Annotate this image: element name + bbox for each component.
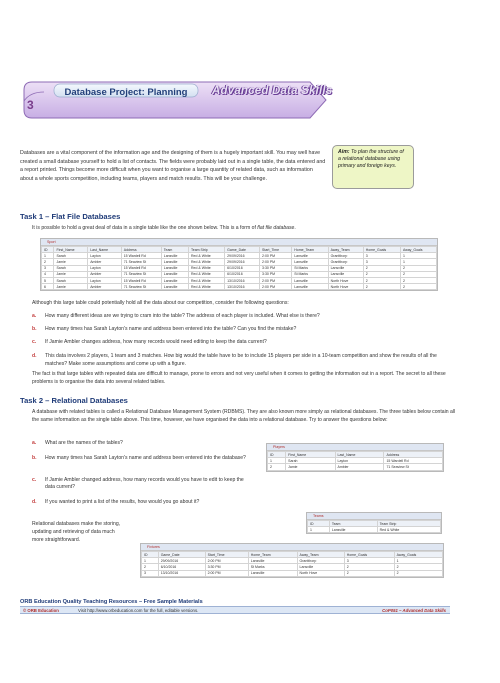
table-cell: 1 [142,558,159,564]
table-cell: Red & White [189,271,225,277]
table-cell: 2:00 PM [260,259,292,265]
table-cell: Layton [335,458,384,464]
footer-org: © ORB Education [23,608,59,613]
table-cell: 2 [142,564,159,570]
column-header: Home_Team [292,247,328,253]
table-cell: Layton [88,253,122,259]
table-cell: Lansville [292,259,328,265]
table-cell: Jamie [54,259,88,265]
table-cell: Lansville [248,570,297,576]
task2-closing: Relational databases make the storing, updating and retrieving of data much more straightforward. [32,521,121,543]
column-header: Address [121,247,161,253]
question-letter: d. [32,353,37,359]
table-cell: 2:00 PM [205,558,248,564]
table-cell: 2 [400,271,436,277]
table-cell: 2 [363,277,400,283]
column-header: ID [308,521,330,527]
task1-question-lead: Although this large table could potentially hold all the data about our competition, consider the following questions: [32,300,289,306]
course-title: Advanced Data Skills [212,85,333,97]
table-cell: Lansville [248,558,297,564]
table-cell: 2 [344,564,394,570]
table-cell: 3 [344,558,394,564]
column-header: Team [161,247,188,253]
table-cell: Sarah [54,253,88,259]
table-cell: 3:30 PM [205,564,248,570]
column-header: Team Strip [377,521,440,527]
question-text: This data involves 2 players, 1 team and 3 matches. How big would the table have to be to include 15 players per side in a 10-team competition and show the results of all the matches? Make some assumptions and come up with a figure. [45,353,437,367]
teams-table [306,512,442,534]
table-cell: 15 Wardell Rd [121,253,161,259]
table-cell: St Marks [248,564,297,570]
table-cell: St Marks [292,271,328,277]
column-header: Start_Time [205,552,248,558]
column-header: Home_Team [248,552,297,558]
question-text: How many different ideas are we trying to cram into the table? The address of each player is included. What else is there? [45,313,320,319]
table-cell: North Hove [297,570,344,576]
table-cell: Lansville [292,284,328,290]
table-cell: Lansville [161,284,188,290]
footer-code: CoP051 – Advanced Data Skills [382,608,446,613]
question-letter: c. [32,339,37,345]
table-cell: Ambler [88,284,122,290]
column-header: ID [268,452,286,458]
table-cell: 2:00 PM [260,277,292,283]
table-cell: Jamie [286,464,335,470]
table-cell: Grantthorp [297,558,344,564]
table-cell: Lansville [292,253,328,259]
question-letter: b. [32,455,37,461]
footer-visit-link[interactable]: Visit http://www.orbeducation.com for the full, editable versions. [78,608,199,613]
table-cell: Lansville [297,564,344,570]
table-cell: Ambler [88,271,122,277]
table-cell: 13/10/2016 [225,284,260,290]
column-header: Team Strip [189,247,225,253]
aim-label: Aim: [338,149,350,155]
column-header: Last_Name [88,247,122,253]
table-cell: 2 [363,284,400,290]
table-cell: Lansville [161,271,188,277]
task1-heading: Task 1 – Flat File Databases [20,212,121,221]
table-cell: 3 [363,253,400,259]
table-cell: 3 [363,259,400,265]
question-letter: b. [32,326,37,332]
table-cell: 71 Seaview St [121,271,161,277]
task2-lead: A database with related tables is called a Relational Database Management System (RDBMS). They are also known more simply as relational databases. The three tables below contain all the same information as the single table above. This time, however, we have organised the data into a relational database. Try to answer the questions below: [32,409,456,424]
table-cell: 6/10/2016 [225,271,260,277]
table-cell: Red & White [189,253,225,259]
table-cell: 15 Wardell Rd [384,458,443,464]
players-table-tab: Players [267,444,443,451]
table-cell: 1 [400,259,436,265]
emphasis-text: flat file database [257,225,295,231]
column-header: ID [142,552,159,558]
table-cell: 1 [400,253,436,259]
table-row [308,527,441,533]
question-text: What are the names of the tables? [45,440,123,446]
table-cell: Grantthorp [328,259,363,265]
intro-paragraph: Databases are a vital component of the information age and the designing of them is a hugely important skill. You may well have created a small database yourself to hold a list of contacts. The fields were probably laid out in a single table, the data entered and a report printed. Things become more difficult when you want to organise a large quantity of related data, such as information about a whole sports competition, including teams, players and match results. This will be your challenge. [20,150,326,182]
table-cell: 1 [394,558,442,564]
table-cell: 3 [42,265,54,271]
question-text: If Jamie Ambler changed address, how many records would you have to edit to keep the data current? [45,477,244,491]
table-cell: 71 Seaview St [121,284,161,290]
question-text: How many times has Sarah Layton's name and address been entered into the database? [45,455,246,461]
table-cell: St Marks [292,265,328,271]
table-row [268,464,443,470]
players-table-grid [267,451,443,471]
table-cell: 2 [344,570,394,576]
teams-table-grid [307,520,441,533]
table-cell: 2 [400,265,436,271]
table-cell: 3:30 PM [260,271,292,277]
column-header: First_Name [54,247,88,253]
fixtures-table-tab: Fixtures [141,544,443,551]
table-cell: 4 [42,271,54,277]
table-cell: Lansville [161,277,188,283]
task1-lead [32,224,452,232]
table-cell: Red & White [377,527,440,533]
aim-box [332,145,414,189]
table-cell: 6/10/2016 [158,564,205,570]
fixtures-table [140,543,444,578]
table-cell: 2 [400,284,436,290]
table-row [42,284,437,290]
table-cell: Sarah [54,265,88,271]
table-cell: 2:00 PM [260,253,292,259]
column-header: Last_Name [335,452,384,458]
footer-bar [20,606,450,614]
table-cell: Lansville [161,253,188,259]
table-cell: Jamie [54,284,88,290]
table-cell: Jamie [54,271,88,277]
sport-table-tab: Sport [41,239,437,246]
table-cell: Red & White [189,265,225,271]
table-cell: Lansville [292,277,328,283]
table-cell: 2 [363,265,400,271]
column-header: Start_Time [260,247,292,253]
table-cell: Lansville [328,271,363,277]
table-cell: Red & White [189,277,225,283]
table-cell: 3:30 PM [260,265,292,271]
task1-closing: The fact is that large tables with repeated data are difficult to manage, prone to errors and not very useful when it comes to getting the information out in a report. The secret to all these problems is to organise the data into several related tables. [32,371,446,386]
column-header: Away_Goals [400,247,436,253]
table-cell: 6 [42,284,54,290]
players-table [266,443,444,472]
table-cell: Lansville [161,259,188,265]
table-cell: Red & White [189,259,225,265]
table-cell: Lansville [328,265,363,271]
table-cell: 2 [268,464,286,470]
sport-table-grid [41,246,437,290]
table-cell: Lansville [161,265,188,271]
table-row [142,570,443,576]
table-cell: 2 [394,564,442,570]
page-title: Database Project: Planning [64,87,188,98]
table-cell: 2 [363,271,400,277]
question-letter: c. [32,477,37,483]
column-header: First_Name [286,452,335,458]
task2-heading: Task 2 – Relational Databases [20,396,128,405]
table-cell: 1 [308,527,330,533]
table-cell: 1 [42,253,54,259]
table-cell: 29/09/2016 [158,558,205,564]
column-header: Home_Goals [363,247,400,253]
column-header: Game_Date [225,247,260,253]
table-cell: 15 Wardell Rd [121,277,161,283]
column-header: Team [329,521,377,527]
aim-text: To plan the structure of a relational database using primary and foreign keys. [338,149,404,170]
table-cell: 15 Wardell Rd [121,265,161,271]
table-cell: 2 [42,259,54,265]
column-header: Address [384,452,443,458]
table-cell: 71 Seaview St [384,464,443,470]
table-cell: 2 [400,277,436,283]
table-cell: 13/10/2016 [225,277,260,283]
table-cell: North Hove [328,277,363,283]
table-cell: Layton [88,265,122,271]
table-cell: 29/09/2016 [225,253,260,259]
sport-table [40,238,438,291]
table-cell: Ambler [88,259,122,265]
table-cell: 3 [142,570,159,576]
table-cell: Layton [88,277,122,283]
column-header: Away_Team [297,552,344,558]
table-cell: North Hove [328,284,363,290]
table-cell: Red & White [189,284,225,290]
task1-lead-text: It is possible to hold a great deal of data in a single table like the one shown below. This is a form of flat file database. [32,225,296,231]
table-cell: Sarah [286,458,335,464]
table-cell: Grantthorp [328,253,363,259]
table-cell: 71 Seaview St [121,259,161,265]
column-header: Away_Team [328,247,363,253]
question-text: How many times has Sarah Layton's name and address been entered into the table? Can you find the mistake? [45,326,297,332]
column-header: Game_Date [158,552,205,558]
table-cell: Sarah [54,277,88,283]
section-number: 3 [27,98,34,112]
teams-table-tab: Teams [307,513,441,520]
column-header: Home_Goals [344,552,394,558]
question-text: If Jamie Ambler changes address, how many records would need editing to keep the data current? [45,339,267,345]
table-cell: 5 [42,277,54,283]
table-cell: 13/10/2016 [158,570,205,576]
table-cell: 2 [394,570,442,576]
table-cell: 2:00 PM [205,570,248,576]
fixtures-table-grid [141,551,443,577]
column-header: Away_Goals [394,552,442,558]
table-cell: 29/09/2016 [225,259,260,265]
table-cell: Ambler [335,464,384,470]
question-letter: a. [32,313,37,319]
footer-title: ORB Education Quality Teaching Resources – Free Sample Materials [20,599,203,605]
column-header: ID [42,247,54,253]
table-cell: 2:00 PM [260,284,292,290]
question-text: If you wanted to print a list of the results, how would you go about it? [45,499,200,505]
question-letter: a. [32,440,37,446]
table-cell: 1 [268,458,286,464]
table-cell: Lansville [329,527,377,533]
table-cell: 6/10/2016 [225,265,260,271]
question-letter: d. [32,499,37,505]
